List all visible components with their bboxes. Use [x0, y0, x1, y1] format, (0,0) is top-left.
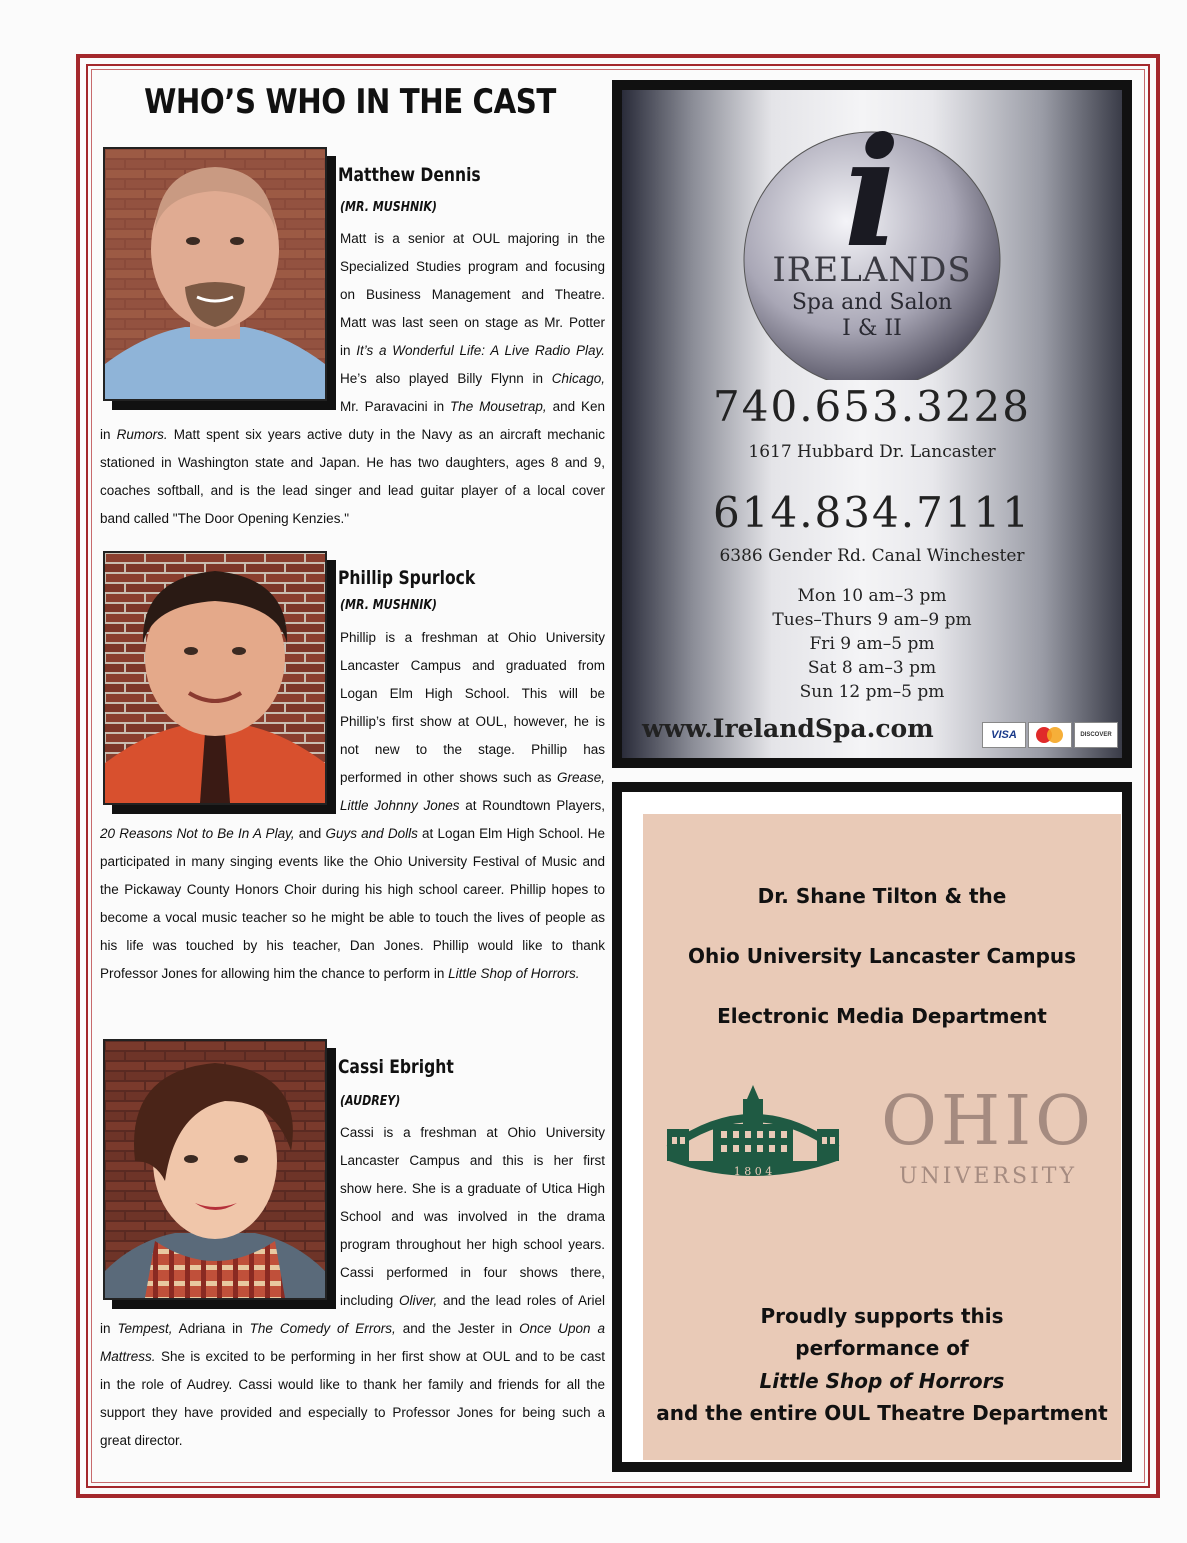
discover-card-icon: DISCOVER [1074, 722, 1118, 748]
bio-text: including [340, 1293, 399, 1308]
bio-text: Mr. Paravacini in [340, 399, 450, 414]
bio-line: coaches softball, and is the lead singer and lead guitar player of a local cover [100, 483, 605, 498]
spa-hours-sun: Sun 12 pm–5 pm [799, 682, 945, 702]
bio-text: performed in other shows such as [340, 770, 557, 785]
bio-title-italic: The Mousetrap, [449, 399, 547, 414]
spa-address-winchester: 6386 Gender Rd. Canal Winchester [719, 546, 1025, 566]
page-title: WHO’S WHO IN THE CAST [144, 82, 556, 122]
cast-bio [100, 624, 605, 988]
bio-title-italic: Little Johnny Jones [340, 798, 460, 813]
spa-brand-subtitle: Spa and Salon [791, 290, 953, 315]
bio-line: not new to the stage. Phillip has [340, 742, 605, 757]
bio-line: band called "The Door Opening Kenzies." [100, 511, 349, 526]
ohio-logo-university: UNIVERSITY [899, 1164, 1077, 1189]
bio-line [100, 960, 605, 988]
ohio-seal-year: 1 8 0 4 [733, 1165, 773, 1178]
sponsor-line-3: Electronic Media Department [717, 1004, 1047, 1028]
bio-line: School and was involved in the drama [340, 1209, 605, 1224]
bio-line: Phillip is a freshman at Ohio University [340, 630, 605, 645]
bio-line [340, 365, 605, 393]
sponsor-ad-mat [622, 792, 1122, 1462]
bio-text: and [294, 826, 326, 841]
cast-bio [100, 225, 605, 533]
bio-text: and the lead roles of Ariel [437, 1293, 605, 1308]
bio-title-italic: Oliver, [398, 1293, 438, 1308]
bio-title-italic: Mattress. [100, 1349, 156, 1364]
bio-line: stationed in Washington state and Japan. He has two daughters, ages 8 and 9, [100, 455, 605, 470]
bio-line: the Pickaway County Honors Choir during his high school career. Phillip hopes to [100, 882, 605, 897]
bio-title-italic: Grease, [556, 770, 605, 785]
bio-line: support they have provided and especially to Professor Jones for being such a [100, 1405, 605, 1420]
spa-brand-number: I & II [842, 316, 902, 341]
bio-line: in the role of Audrey. Cassi would like to thank her family and friends for all the [100, 1377, 605, 1392]
bio-line: Lancaster Campus and graduated from [340, 658, 605, 673]
bio-line [340, 792, 605, 820]
spa-hours-sat: Sat 8 am–3 pm [807, 658, 937, 678]
bio-line: Specialized Studies program and focusing [340, 259, 605, 274]
bio-title-italic: Little Shop of Horrors. [448, 966, 580, 981]
bio-title-italic: Tempest, [117, 1321, 173, 1336]
bio-text: and Ken [546, 399, 605, 414]
cast-role: (MR. MUSHNIK) [340, 598, 437, 613]
bio-text: Professor Jones for allowing him the chance to perform in [100, 966, 449, 981]
bio-title-italic: Guys and Dolls [325, 826, 418, 841]
bio-line [340, 1287, 605, 1315]
spa-website: www.IrelandSpa.com [642, 714, 934, 743]
bio-text: and the Jester in [395, 1321, 520, 1336]
sponsor-line-1: Dr. Shane Tilton & the [757, 884, 1007, 908]
bio-title-italic: Chicago, [551, 371, 605, 386]
bio-line: Cassi is a freshman at Ohio University [340, 1125, 605, 1140]
spa-phone-winchester: 614.834.7111 [713, 488, 1031, 537]
bio-title-italic: The Comedy of Errors, [249, 1321, 396, 1336]
bio-text: Matt spent six years active duty in the Navy as an aircraft mechanic [167, 427, 605, 442]
bio-line: become a vocal music teacher so he might be able to touch the lives of people as [100, 910, 605, 925]
bio-text: in [100, 427, 117, 442]
cast-name: Phillip Spurlock [338, 567, 476, 589]
spa-hours-tues-thurs: Tues–Thurs 9 am–9 pm [772, 610, 972, 630]
spa-phone-lancaster: 740.653.3228 [713, 382, 1031, 431]
cast-role: (MR. MUSHNIK) [340, 200, 437, 215]
sponsor-line-2: Ohio University Lancaster Campus [687, 944, 1077, 968]
bio-line [340, 764, 605, 792]
bio-text: at Roundtown Players, [459, 798, 605, 813]
bio-line [340, 337, 605, 365]
bio-text: Adriana in [172, 1321, 250, 1336]
spa-advertisement [612, 80, 1132, 768]
bio-line: Matt is a senior at OUL majoring in the [340, 231, 605, 246]
visa-card-icon: VISA [982, 722, 1026, 748]
bio-title-italic: It’s a Wonderful Life: A Live Radio Play. [356, 343, 605, 358]
spa-logo-letter: i [843, 105, 901, 281]
bio-text: He’s also played Billy Flynn in [340, 371, 552, 386]
spa-hours-fri: Fri 9 am–5 pm [809, 634, 935, 654]
bio-text: in [100, 1321, 118, 1336]
cast-role: (AUDREY) [340, 1094, 401, 1109]
sponsor-advertisement [612, 782, 1132, 1472]
bio-text: She is excited to be performing in her first show at OUL and to be cast [155, 1349, 605, 1364]
cast-name: Matthew Dennis [338, 164, 481, 186]
cast-bio [100, 1119, 605, 1455]
ohio-logo-word: OHIO [881, 1082, 1095, 1161]
bio-line: show here. She is a graduate of Utica High [340, 1181, 605, 1196]
spa-brand-name: IRELANDS [772, 250, 972, 290]
sponsor-closing-1: Proudly supports this [760, 1304, 1004, 1328]
bio-line [100, 1315, 605, 1343]
bio-line: his life was touched by his teacher, Dan Jones. Phillip would like to thank [100, 938, 605, 953]
bio-line: Phillip’s first show at OUL, however, he is [340, 714, 605, 729]
spa-hours-mon: Mon 10 am–3 pm [797, 586, 947, 606]
sponsor-ad-panel [643, 814, 1121, 1460]
mastercard-icon [1028, 722, 1072, 748]
bio-title-italic: Rumors. [116, 427, 168, 442]
bio-line [340, 393, 605, 421]
spa-address-lancaster: 1617 Hubbard Dr. Lancaster [748, 442, 996, 462]
bio-line [100, 820, 605, 848]
bio-line [100, 421, 605, 449]
bio-line: Lancaster Campus and this is her first [340, 1153, 605, 1168]
bio-line: participated in many singing events like the Ohio University Festival of Music and [100, 854, 605, 869]
sponsor-closing-show-title: Little Shop of Horrors [759, 1369, 1005, 1393]
cast-name: Cassi Ebright [338, 1056, 454, 1078]
bio-title-italic: Once Upon a [519, 1321, 605, 1336]
bio-title-italic: 20 Reasons Not to Be In A Play, [100, 826, 295, 841]
bio-line: Logan Elm High School. This will be [340, 686, 605, 701]
bio-line: on Business Management and Theatre. [340, 287, 605, 302]
bio-line: program throughout her high school years. [340, 1237, 605, 1252]
bio-line: Matt was last seen on stage as Mr. Potter [340, 315, 605, 330]
bio-line: Cassi performed in four shows there, [340, 1265, 605, 1280]
bio-line [100, 1343, 605, 1371]
bio-text: at Logan Elm High School. He [417, 826, 605, 841]
sponsor-closing-3: and the entire OUL Theatre Department [656, 1401, 1108, 1425]
bio-line: great director. [100, 1433, 183, 1448]
bio-text: in [340, 343, 357, 358]
sponsor-closing-2: performance of [795, 1336, 969, 1360]
